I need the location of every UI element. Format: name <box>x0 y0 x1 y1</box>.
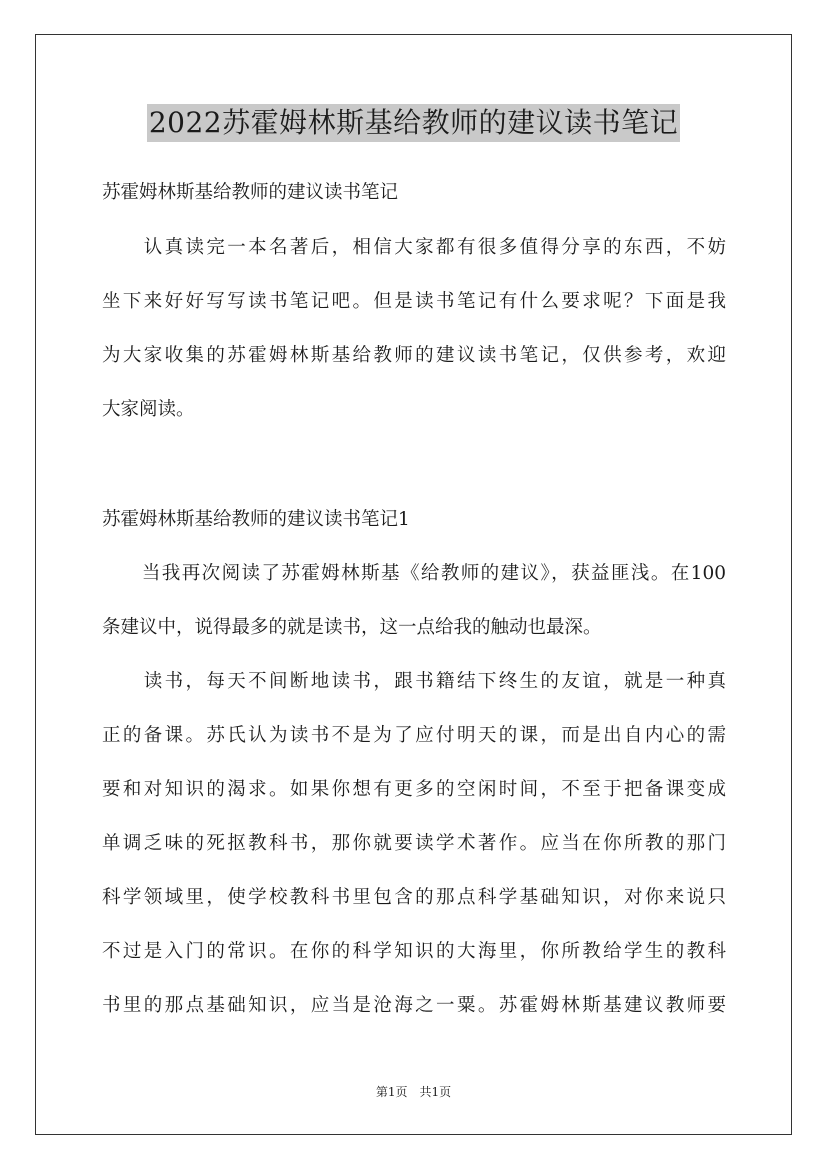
intro-line-1: 认真读完一本名著后，相信大家都有很多值得分享的东西，不妨 <box>102 237 726 258</box>
intro-line-3: 为大家收集的苏霍姆林斯基给教师的建议读书笔记，仅供参考，欢迎 <box>102 345 726 366</box>
para2-line-3: 要和对知识的渴求。如果你想有更多的空闲时间，不至于把备课变成 <box>102 779 726 800</box>
document-title: 2022苏霍姆林斯基给教师的建议读书笔记 <box>147 104 680 142</box>
section-heading: 苏霍姆林斯基给教师的建议读书笔记1 <box>102 509 410 530</box>
para1-line-1: 当我再次阅读了苏霍姆林斯基《给教师的建议》，获益匪浅。在100 <box>102 563 726 584</box>
para2-line-5: 科学领域里，使学校教科书里包含的那点科学基础知识，对你来说只 <box>102 887 726 908</box>
para2-line-1: 读书，每天不间断地读书，跟书籍结下终生的友谊，就是一种真 <box>102 671 726 692</box>
para1-line-2: 条建议中，说得最多的就是读书，这一点给我的触动也最深。 <box>102 617 602 638</box>
para2-line-2: 正的备课。苏氏认为读书不是为了应付明天的课，而是出自内心的需 <box>102 725 726 746</box>
para2-line-4: 单调乏味的死抠教科书，那你就要读学术著作。应当在你所教的那门 <box>102 833 726 854</box>
para2-line-7: 书里的那点基础知识，应当是沧海之一粟。苏霍姆林斯基建议教师要 <box>102 995 726 1016</box>
para2-line-6: 不过是入门的常识。在你的科学知识的大海里，你所教给学生的教科 <box>102 941 726 962</box>
intro-line-4: 大家阅读。 <box>102 399 195 420</box>
page-footer: 第1页 共1页 <box>375 1085 452 1099</box>
subtitle: 苏霍姆林斯基给教师的建议读书笔记 <box>102 182 399 203</box>
intro-line-2: 坐下来好好写写读书笔记吧。但是读书笔记有什么要求呢？下面是我 <box>102 291 726 312</box>
